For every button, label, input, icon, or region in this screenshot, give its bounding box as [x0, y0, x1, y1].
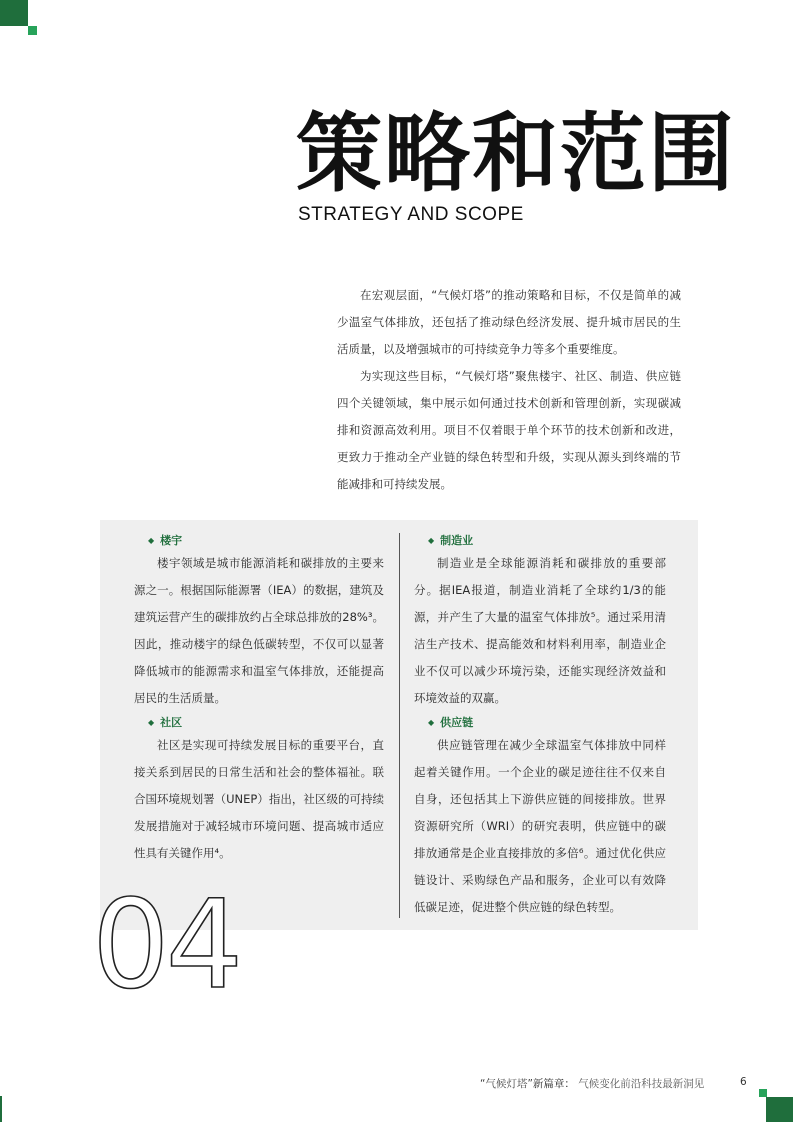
- footer-chapter-label: 新篇章：: [532, 1078, 575, 1090]
- section-supply-chain: [414, 714, 666, 921]
- footer-subtitle: 气候变化前沿科技最新洞见: [578, 1078, 705, 1090]
- intro-paragraph: 在宏观层面，“气候灯塔”的推动策略和目标，不仅是简单的减少温室气体排放，还包括了推动绿色经济发展、提升城市居民的生活质量，以及增强城市的可持续竞争力等多个重要维度。: [337, 288, 681, 356]
- corner-block-bottom-right: [766, 1097, 793, 1122]
- section-body: 社区是实现可持续发展目标的重要平台，直接关系到居民的日常生活和社会的整体福祉。联合国环境规划署（UNEP）指出，社区级的可持续发展措施对于减轻城市环境问题、提高城市适应性具有关键作用⁴。: [134, 738, 384, 860]
- edge-mark-bottom-left: [0, 1096, 2, 1122]
- section-community: [134, 714, 384, 867]
- intro-text: [337, 282, 681, 498]
- corner-block-top-left-small: [28, 26, 37, 35]
- section-heading-label: 楼宇: [160, 534, 183, 547]
- page-title: 策略和范围: [296, 104, 736, 204]
- diamond-bullet-icon: ◆: [148, 718, 155, 727]
- page-footer: [480, 1076, 750, 1091]
- page-number: 6: [740, 1076, 747, 1088]
- focus-column-left: [134, 530, 384, 867]
- section-heading: [134, 532, 384, 550]
- page-subtitle-en: STRATEGY AND SCOPE: [298, 204, 524, 225]
- section-heading: [134, 714, 384, 732]
- corner-block-bottom-right-small: [759, 1089, 767, 1097]
- focus-column-right: [414, 530, 666, 921]
- column-divider: [399, 533, 400, 918]
- chapter-number: 04: [92, 874, 240, 1016]
- section-building: [134, 532, 384, 712]
- diamond-bullet-icon: ◆: [428, 536, 435, 545]
- section-heading: [414, 532, 666, 550]
- section-heading-label: 供应链: [440, 716, 474, 729]
- section-body: 楼宇领域是城市能源消耗和碳排放的主要来源之一。根据国际能源署（IEA）的数据，建筑及建筑运营产生的碳排放约占全球总排放的28%³。因此，推动楼宇的绿色低碳转型，不仅可以显著降低城市的能源需求和温室气体排放，还能提高居民的生活质量。: [134, 556, 384, 705]
- footer-brand: “气候灯塔”: [480, 1078, 533, 1090]
- section-heading: [414, 714, 666, 732]
- diamond-bullet-icon: ◆: [148, 536, 155, 545]
- section-heading-label: 社区: [160, 716, 183, 729]
- section-body: 供应链管理在减少全球温室气体排放中同样起着关键作用。一个企业的碳足迹往往不仅来自自身，还包括其上下游供应链的间接排放。世界资源研究所（WRI）的研究表明，供应链中的碳排放通常是企业直接排放的多倍⁶。通过优化供应链设计、采购绿色产品和服务，企业可以有效降低碳足迹，促进整个供应链的绿色转型。: [414, 738, 666, 914]
- intro-paragraph: 为实现这些目标，“气候灯塔”聚焦楼宇、社区、制造、供应链四个关键领域，集中展示如何通过技术创新和管理创新，实现碳减排和资源高效利用。项目不仅着眼于单个环节的技术创新和改进，更致力于推动全产业链的绿色转型和升级，实现从源头到终端的节能减排和可持续发展。: [337, 369, 681, 491]
- section-body: 制造业是全球能源消耗和碳排放的重要部分。据IEA报道，制造业消耗了全球约1/3的能源，并产生了大量的温室气体排放⁵。通过采用清洁生产技术、提高能效和材料利用率，制造业企业不仅可以减少环境污染，还能实现经济效益和环境效益的双赢。: [414, 556, 666, 705]
- section-heading-label: 制造业: [440, 534, 474, 547]
- diamond-bullet-icon: ◆: [428, 718, 435, 727]
- corner-block-top-left: [0, 0, 28, 26]
- section-manufacturing: [414, 532, 666, 712]
